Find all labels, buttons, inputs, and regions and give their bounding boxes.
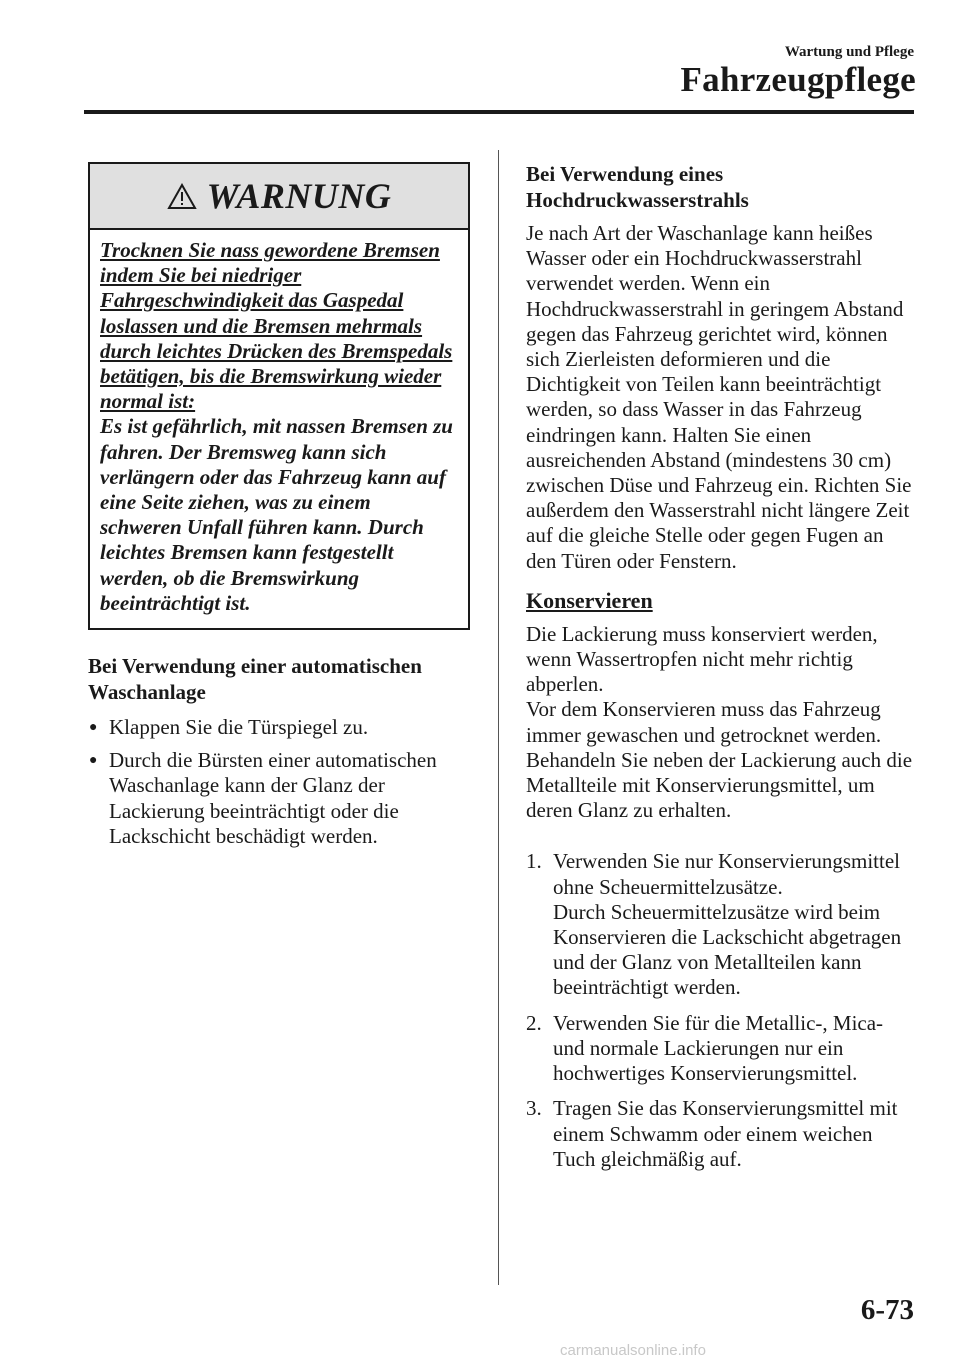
step-number: 1. (526, 849, 542, 874)
warning-box (88, 162, 470, 630)
step-detail: Durch Scheuermittelzusätze wird beim Konservieren die Lackschicht abgetragen und der Glanz von Metallteilen kann beeinträchtigt werden. (553, 899, 902, 1000)
bullet-dot-icon: ● (89, 753, 98, 769)
conserve-paragraph-1: Die Lackierung muss konserviert werden, wenn Wassertropfen nicht mehr richtig abperlen. (526, 621, 878, 697)
numbered-step (526, 1011, 916, 1087)
bullet-text: Durch die Bürsten einer automatischen Waschanlage kann der Glanz der Lackierung beeinträchtigt oder die Lackschicht beschädigt werden. (109, 748, 437, 848)
warning-title: WARNUNG (206, 176, 392, 216)
watermark: carmanualsonline.info (560, 1342, 706, 1359)
page-number: 6-73 (860, 1294, 914, 1326)
high-pressure-text: Je nach Art der Waschanlage kann heißes Wasser oder ein Hochdruckwasserstrahl verwendet werden. Wenn ein Hochdruckwasserstrahl in geringem Abstand gegen das Fahrzeug gerichtet wird, können sich Zierleisten deformieren und die Dichtigkeit von Teilen kann beeinträchtigt werden, so dass Wasser in das Fahrzeug eindringen kann. Halten Sie einen ausreichenden Abstand (mindestens 30 cm) zwischen Düse und Fahrzeug ein. Richten Sie außerdem den Wasserstrahl nicht längere Zeit auf die gleiche Stelle oder gegen Fugen an den Türen oder Fenstern. (526, 221, 912, 573)
right-column (526, 162, 916, 1172)
column-divider (498, 150, 499, 1285)
warning-explanation: Es ist gefährlich, mit nassen Bremsen zu fahren. Der Bremsweg kann sich verlängern oder das Fahrzeug kann auf eine Seite ziehen, was zu einem schweren Unfall führen kann. Durch leichtes Bremsen kann festgestellt werden, ob die Bremswirkung beeinträchtigt ist. (100, 414, 453, 615)
high-pressure-heading: Bei Verwendung eines Hochdruckwasserstrahls (526, 162, 749, 212)
conserve-paragraph-2: Vor dem Konservieren muss das Fahrzeug immer gewaschen und getrocknet werden. Behandeln Sie neben der Lackierung auch die Metallteile mit Konservierungsmittel, um deren Glanz zu erhalten. (526, 697, 913, 823)
bullet-dot-icon: ● (89, 720, 98, 736)
numbered-step (526, 1096, 916, 1172)
step-text: Verwenden Sie nur Konservierungsmittel ohne Scheuermittelzusätze. (553, 849, 901, 899)
bullet-item (88, 715, 470, 740)
warning-instruction: Trocknen Sie nass gewordene Bremsen indem Sie bei niedriger Fahrgeschwindigkeit das Gaspedal loslassen und die Bremsen mehrmals durch leichtes Drücken des Bremspedals betätigen, bis die Bremswirkung wieder normal ist: (100, 238, 453, 414)
page-title: Fahrzeugpflege (680, 60, 916, 99)
section-label: Wartung und Pflege (784, 44, 914, 60)
step-text: Verwenden Sie für die Metallic-, Mica- und normale Lackierungen nur ein hochwertiges Konservierungsmittel. (553, 1010, 884, 1086)
bullet-text: Klappen Sie die Türspiegel zu. (109, 715, 369, 740)
warning-body (90, 230, 468, 628)
left-column (88, 162, 470, 849)
numbered-step (526, 849, 916, 1000)
step-number: 3. (526, 1096, 542, 1121)
header-rule (84, 110, 914, 114)
warning-header (90, 164, 468, 230)
step-number: 2. (526, 1010, 542, 1035)
conserve-heading: Konservieren (526, 587, 653, 613)
auto-wash-heading: Bei Verwendung einer automatischen Waschanlage (88, 654, 422, 704)
warning-triangle-icon (167, 183, 197, 210)
bullet-item (88, 748, 470, 849)
step-text: Tragen Sie das Konservierungsmittel mit einem Schwamm oder einem weichen Tuch gleichmäßig auf. (553, 1096, 898, 1171)
